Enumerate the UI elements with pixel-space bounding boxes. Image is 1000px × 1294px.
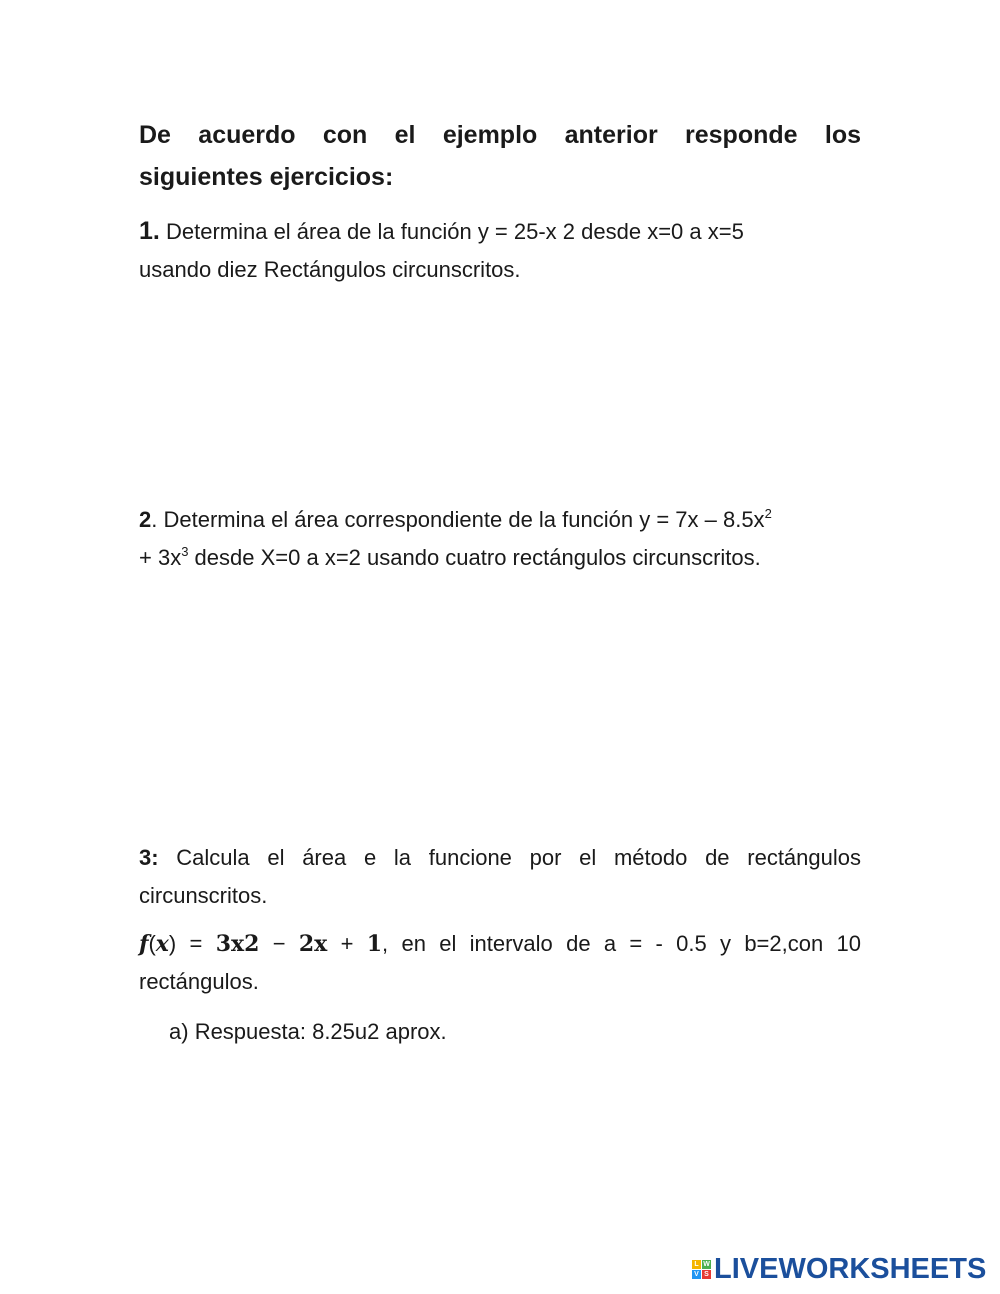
interval-text: , en el intervalo de a = - 0.5 y b=2,con 10 rectángulos.: [139, 931, 861, 994]
question-3: [139, 839, 861, 915]
answer-text: Respuesta: 8.25u2 aprox.: [194, 1019, 447, 1044]
paren-close: ): [168, 931, 177, 956]
question-3-text: Calcula el área e la funcione por el método de rectángulos circunscritos.: [139, 845, 861, 908]
answer-line: [169, 1013, 769, 1051]
plus-sign: +: [327, 931, 367, 956]
question-1: [139, 212, 861, 289]
question-1-text: Determina el área de la función y = 25-x 2 desde x=0 a x=5: [159, 219, 744, 244]
logo-icon: [692, 1260, 711, 1279]
question-2-text: . Determina el área correspondiente de la función y = 7x – 8.5x: [151, 507, 765, 532]
question-2-text-end: desde X=0 a x=2 usando cuatro rectángulos circunscritos.: [188, 545, 761, 570]
exponent-2: 2: [764, 506, 772, 521]
question-1-number: 1.: [139, 217, 160, 245]
logo-cell: S: [702, 1270, 711, 1279]
instructions-heading: [139, 114, 861, 198]
question-2-number: 2: [139, 507, 152, 532]
question-3-number: 3:: [139, 845, 159, 870]
answer-label: a): [169, 1019, 189, 1044]
equals-sign: =: [176, 931, 216, 956]
term-1: 3x2: [215, 931, 260, 957]
liveworksheets-logo: [692, 1254, 986, 1284]
term-3: 1: [366, 931, 383, 957]
exponent-3: 3: [181, 544, 189, 559]
logo-text: LIVEWORKSHEETS: [714, 1252, 987, 1285]
question-1-text-cont: usando diez Rectángulos circunscritos.: [139, 257, 521, 282]
function-variable: x: [155, 931, 169, 957]
logo-cell: W: [703, 1260, 710, 1268]
paren-open: (: [148, 931, 156, 956]
minus-sign: −: [259, 931, 299, 956]
heading-line-1: De acuerdo con el ejemplo anterior responde los: [139, 121, 861, 149]
function-name: f: [139, 931, 149, 957]
logo-cell: V: [692, 1270, 701, 1279]
logo-cell: L: [692, 1260, 701, 1269]
term-2: 2x: [298, 931, 328, 957]
question-2: [139, 501, 861, 577]
heading-line-2: siguientes ejercicios:: [139, 163, 394, 191]
question-2-text-cont: + 3x: [139, 545, 182, 570]
question-3-function: [139, 925, 861, 1001]
